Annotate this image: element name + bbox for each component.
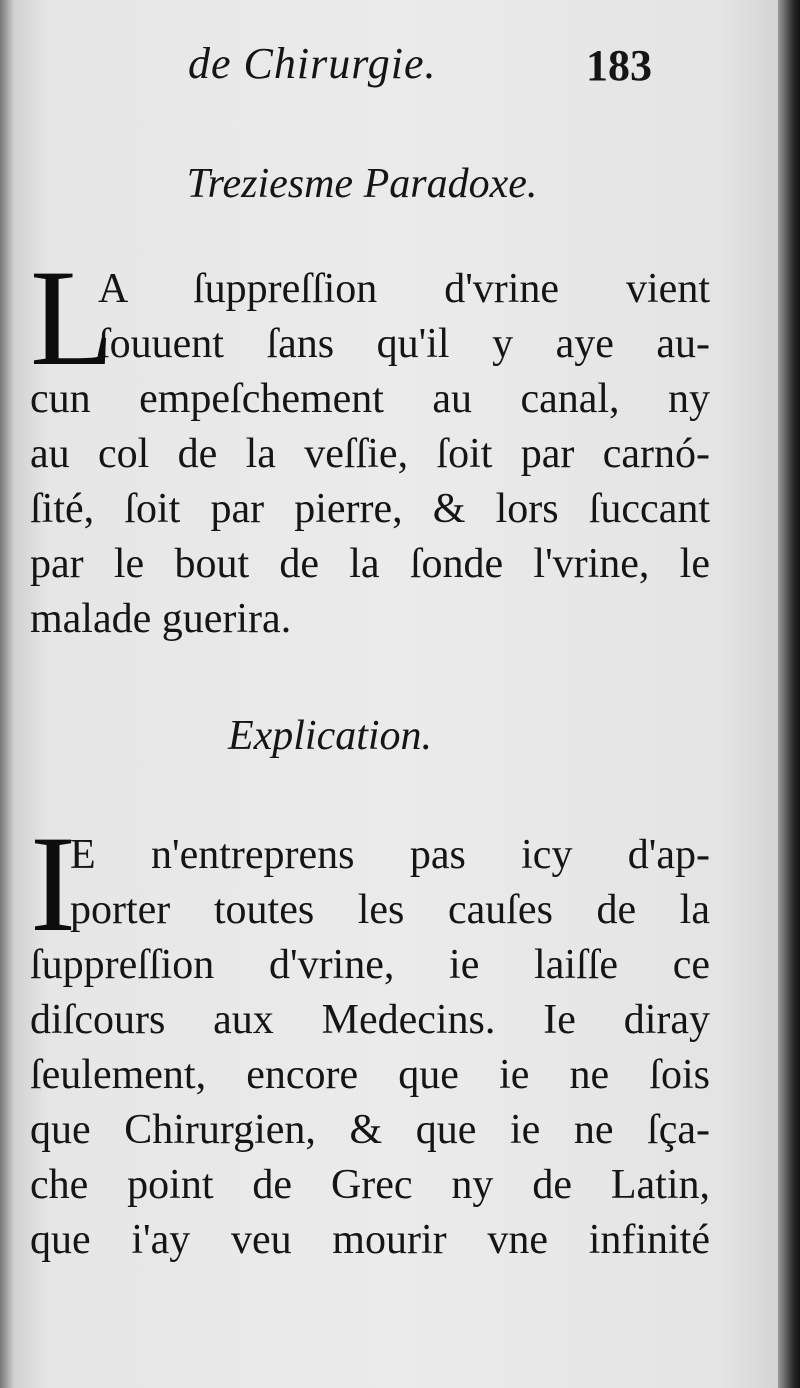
text-line: par le bout de la ſonde l'vrine, le [30,541,710,587]
running-head: de Chirurgie. [188,39,437,88]
explication-paragraph [30,807,710,1268]
drop-cap: I [30,807,76,960]
text-line: ſeulement, encore que ie ne ſois [30,1052,710,1098]
text-line: E n'entreprens pas icy d'ap- [70,832,710,878]
text-line: diſcours aux Medecins. Ie diray [30,997,710,1043]
page-header [0,38,780,98]
page-edge-shadow [778,0,800,1388]
text-line: que i'ay veu mourir vne infinité [30,1217,710,1263]
text-line: que Chirurgien, & que ie ne ſça- [30,1107,710,1153]
drop-cap: L [30,241,115,394]
text-line: A ſuppreſſion d'vrine vient [98,266,710,312]
page-number: 183 [586,41,652,90]
text-line: ſouuent ſans qu'il y aye au- [98,321,710,367]
text-line: cun empeſchement au canal, ny [30,376,710,422]
text-line: au col de la veſſie, ſoit par carnó- [30,431,710,477]
paradox-title: Treziesme Paradoxe. [186,161,538,207]
text-line: malade guerira. [30,596,292,642]
text-line: ſuppreſſion d'vrine, ie laiſſe ce [30,942,710,988]
text-line: che point de Grec ny de Latin, [30,1162,710,1208]
text-line: porter toutes les cauſes de la [70,887,710,933]
page-gutter-shadow [0,0,14,1388]
explication-title: Explication. [227,713,433,759]
text-line: ſité, ſoit par pierre, & lors ſuccant [30,486,710,532]
paradox-paragraph [30,241,710,647]
